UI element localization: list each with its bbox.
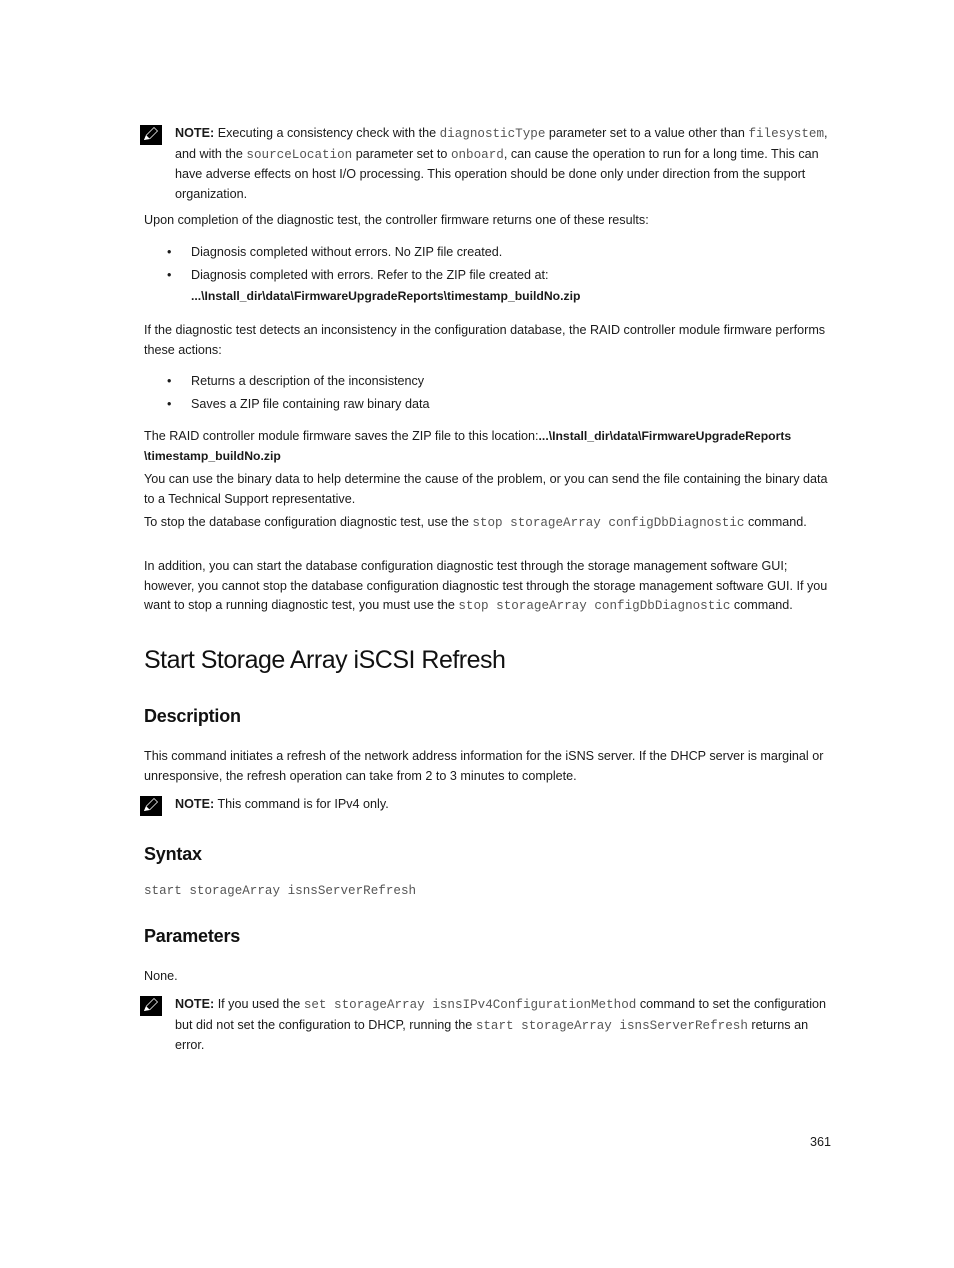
bullet: • xyxy=(167,396,172,411)
description-text: This command initiates a refresh of the network address information for the iSNS server. If the DHCP server is marginal or unresponsive, the refresh operation can take from 2 to 3 minutes to complete. xyxy=(144,749,824,783)
list-item xyxy=(144,243,834,263)
syntax-code: start storageArray isnsServerRefresh xyxy=(144,884,417,898)
note-pencil-icon xyxy=(140,996,162,1016)
actions-list xyxy=(144,372,834,414)
code-stop-command: stop storageArray configDbDiagnostic xyxy=(472,516,745,530)
code-start-command: start storageArray isnsServerRefresh xyxy=(475,1018,748,1033)
note-text-part: , and with the xyxy=(175,126,828,161)
binary-data-para: You can use the binary data to help determine the cause of the problem, or you can send the file containing the binary data to a Technical Support representative. xyxy=(144,472,828,506)
note-text-part: returns an error. xyxy=(175,1017,809,1052)
save-location-text: The RAID controller module firmware saves the ZIP file to this location: xyxy=(144,429,539,443)
note-text-part: parameter set to a value other than xyxy=(548,126,745,140)
note-pencil-icon xyxy=(140,796,162,816)
note-text-part: This command is for IPv4 only. xyxy=(217,797,389,811)
note-text-part: Executing a consistency check with the xyxy=(217,126,437,140)
list-item xyxy=(144,395,834,415)
inconsistency-intro: If the diagnostic test detects an inconsistency in the configuration database, the RAID controller module firmware performs these actions: xyxy=(144,323,826,357)
note-text-part: If you used the xyxy=(217,997,301,1011)
list-item-text: Returns a description of the inconsistency xyxy=(191,374,425,388)
code-filesystem: filesystem xyxy=(748,127,825,141)
list-item-text: Diagnosis completed with errors. Refer to the ZIP file created at: xyxy=(191,267,549,282)
note-consistency-check xyxy=(140,124,834,204)
list-item xyxy=(144,372,834,392)
stop-para-text: To stop the database configuration diagnostic test, use the xyxy=(144,515,469,529)
list-item xyxy=(144,266,834,286)
list-item-text: Diagnosis completed without errors. No ZIP file created. xyxy=(191,245,503,259)
section-title: Start Storage Array iSCSI Refresh xyxy=(144,646,506,674)
code-diagnostic-type: diagnosticType xyxy=(439,127,546,141)
save-location-path: \timestamp_buildNo.zip xyxy=(144,448,281,463)
stop-para xyxy=(144,513,834,534)
page-number: 361 xyxy=(810,1135,832,1149)
note-ipv4 xyxy=(140,795,834,815)
bullet: • xyxy=(167,374,172,388)
note-text-part: , can cause the operation to run for a long time. This can have adverse effects on host I/O processing. This operation should be done only under direction from the support organization. xyxy=(175,146,819,201)
note-text xyxy=(175,995,834,1056)
code-stop-command: stop storageArray configDbDiagnostic xyxy=(458,599,731,613)
code-set-command: set storageArray isnsIPv4ConfigurationMethod xyxy=(303,998,637,1012)
results-list xyxy=(144,243,834,307)
syntax-heading: Syntax xyxy=(144,844,202,864)
code-source-location: sourceLocation xyxy=(246,147,353,162)
gui-para-text: command. xyxy=(733,598,793,612)
parameters-heading: Parameters xyxy=(144,926,241,946)
code-onboard: onboard xyxy=(450,147,504,162)
note-dhcp xyxy=(140,995,834,1056)
description-heading: Description xyxy=(144,706,241,726)
save-location-path: ...\Install_dir\data\FirmwareUpgradeReports xyxy=(538,429,792,443)
parameters-text: None. xyxy=(144,969,178,983)
note-label: NOTE: xyxy=(175,126,215,140)
note-text-part: command to set the configuration but did not set the configuration to DHCP, running the xyxy=(175,997,827,1032)
gui-para-text: In addition, you can start the database configuration diagnostic test through the storage management software GUI; however, you cannot stop the database configuration diagnostic test through the storage management software GUI. If you want to stop a running diagnostic test, you must use the xyxy=(144,559,828,612)
note-label: NOTE: xyxy=(175,797,215,811)
note-text xyxy=(175,795,834,815)
list-item-text: Saves a ZIP file containing raw binary data xyxy=(191,396,430,411)
bullet: • xyxy=(167,267,172,282)
note-pencil-icon xyxy=(140,125,162,145)
zip-path: ...\Install_dir\data\FirmwareUpgradeReports\timestamp_buildNo.zip xyxy=(191,289,581,303)
gui-para xyxy=(144,557,834,617)
bullet: • xyxy=(167,245,172,259)
completion-intro: Upon completion of the diagnostic test, the controller firmware returns one of these results: xyxy=(144,213,649,227)
save-location-para xyxy=(144,427,834,466)
note-text-part: parameter set to xyxy=(355,146,448,161)
stop-para-text: command. xyxy=(747,515,807,529)
note-label: NOTE: xyxy=(175,997,215,1011)
note-text xyxy=(175,124,834,204)
